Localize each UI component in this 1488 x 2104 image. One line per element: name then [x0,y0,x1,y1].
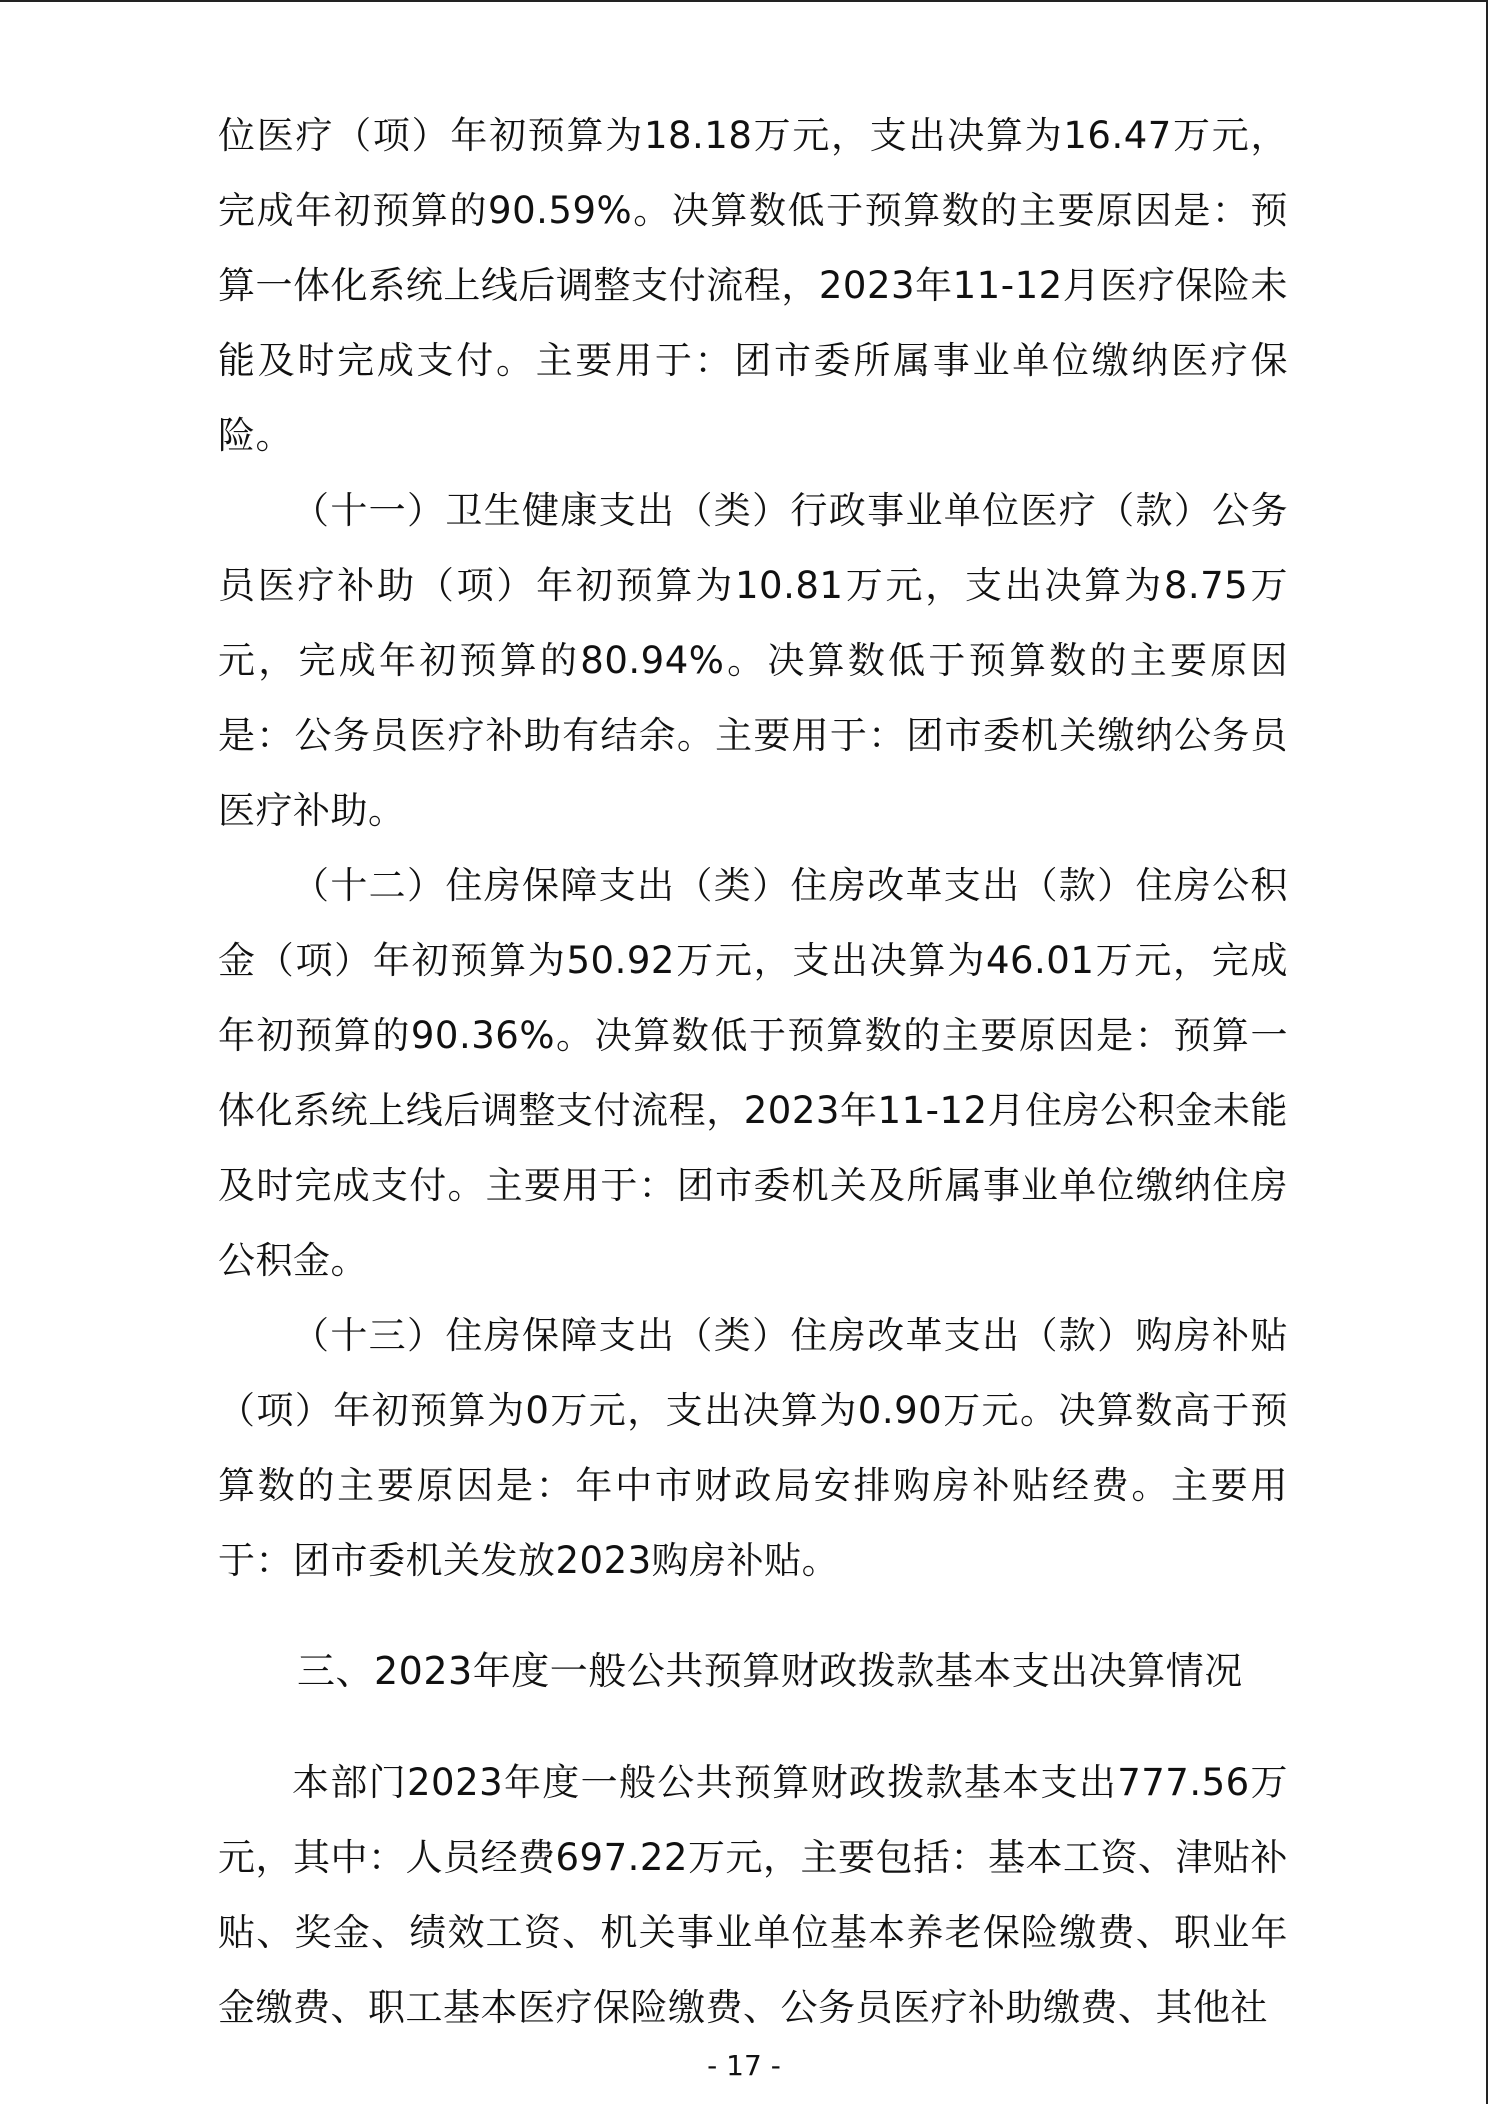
page-number: - 17 - [707,2049,781,2082]
paragraph-basic-expenditure: 本部门2023年度一般公共预算财政拨款基本支出777.56万元，其中：人员经费697.22万元，主要包括：基本工资、津贴补贴、奖金、绩效工资、机关事业单位基本养老保险缴费、职业年金缴费、职工基本医疗保险缴费、公务员医疗补助缴费、其他社 [218,1761,1288,2029]
paragraph-item-twelve: （十二）住房保障支出（类）住房改革支出（款）住房公积金（项）年初预算为50.92万元，支出决算为46.01万元，完成年初预算的90.36%。决算数低于预算数的主要原因是：预算一体化系统上线后调整支付流程，2023年11-12月住房公积金未能及时完成支付。主要用于：团市委机关及所属事业单位缴纳住房公积金。 [218,864,1288,1282]
page-content [218,98,1288,2045]
paragraph-medical-insurance-continued: 位医疗（项）年初预算为18.18万元，支出决算为16.47万元，完成年初预算的90.59%。决算数低于预算数的主要原因是：预算一体化系统上线后调整支付流程，2023年11-12月医疗保险未能及时完成支付。主要用于：团市委所属事业单位缴纳医疗保险。 [218,114,1288,457]
paragraph-item-thirteen: （十三）住房保障支出（类）住房改革支出（款）购房补贴（项）年初预算为0万元，支出决算为0.90万元。决算数高于预算数的主要原因是：年中市财政局安排购房补贴经费。主要用于：团市委机关发放2023购房补贴。 [218,1314,1288,1582]
section-heading-three: 三、2023年度一般公共预算财政拨款基本支出决算情况 [297,1649,1243,1693]
paragraph-item-eleven: （十一）卫生健康支出（类）行政事业单位医疗（款）公务员医疗补助（项）年初预算为10.81万元，支出决算为8.75万元，完成年初预算的80.94%。决算数低于预算数的主要原因是：公务员医疗补助有结余。主要用于：团市委机关缴纳公务员医疗补助。 [218,489,1288,832]
